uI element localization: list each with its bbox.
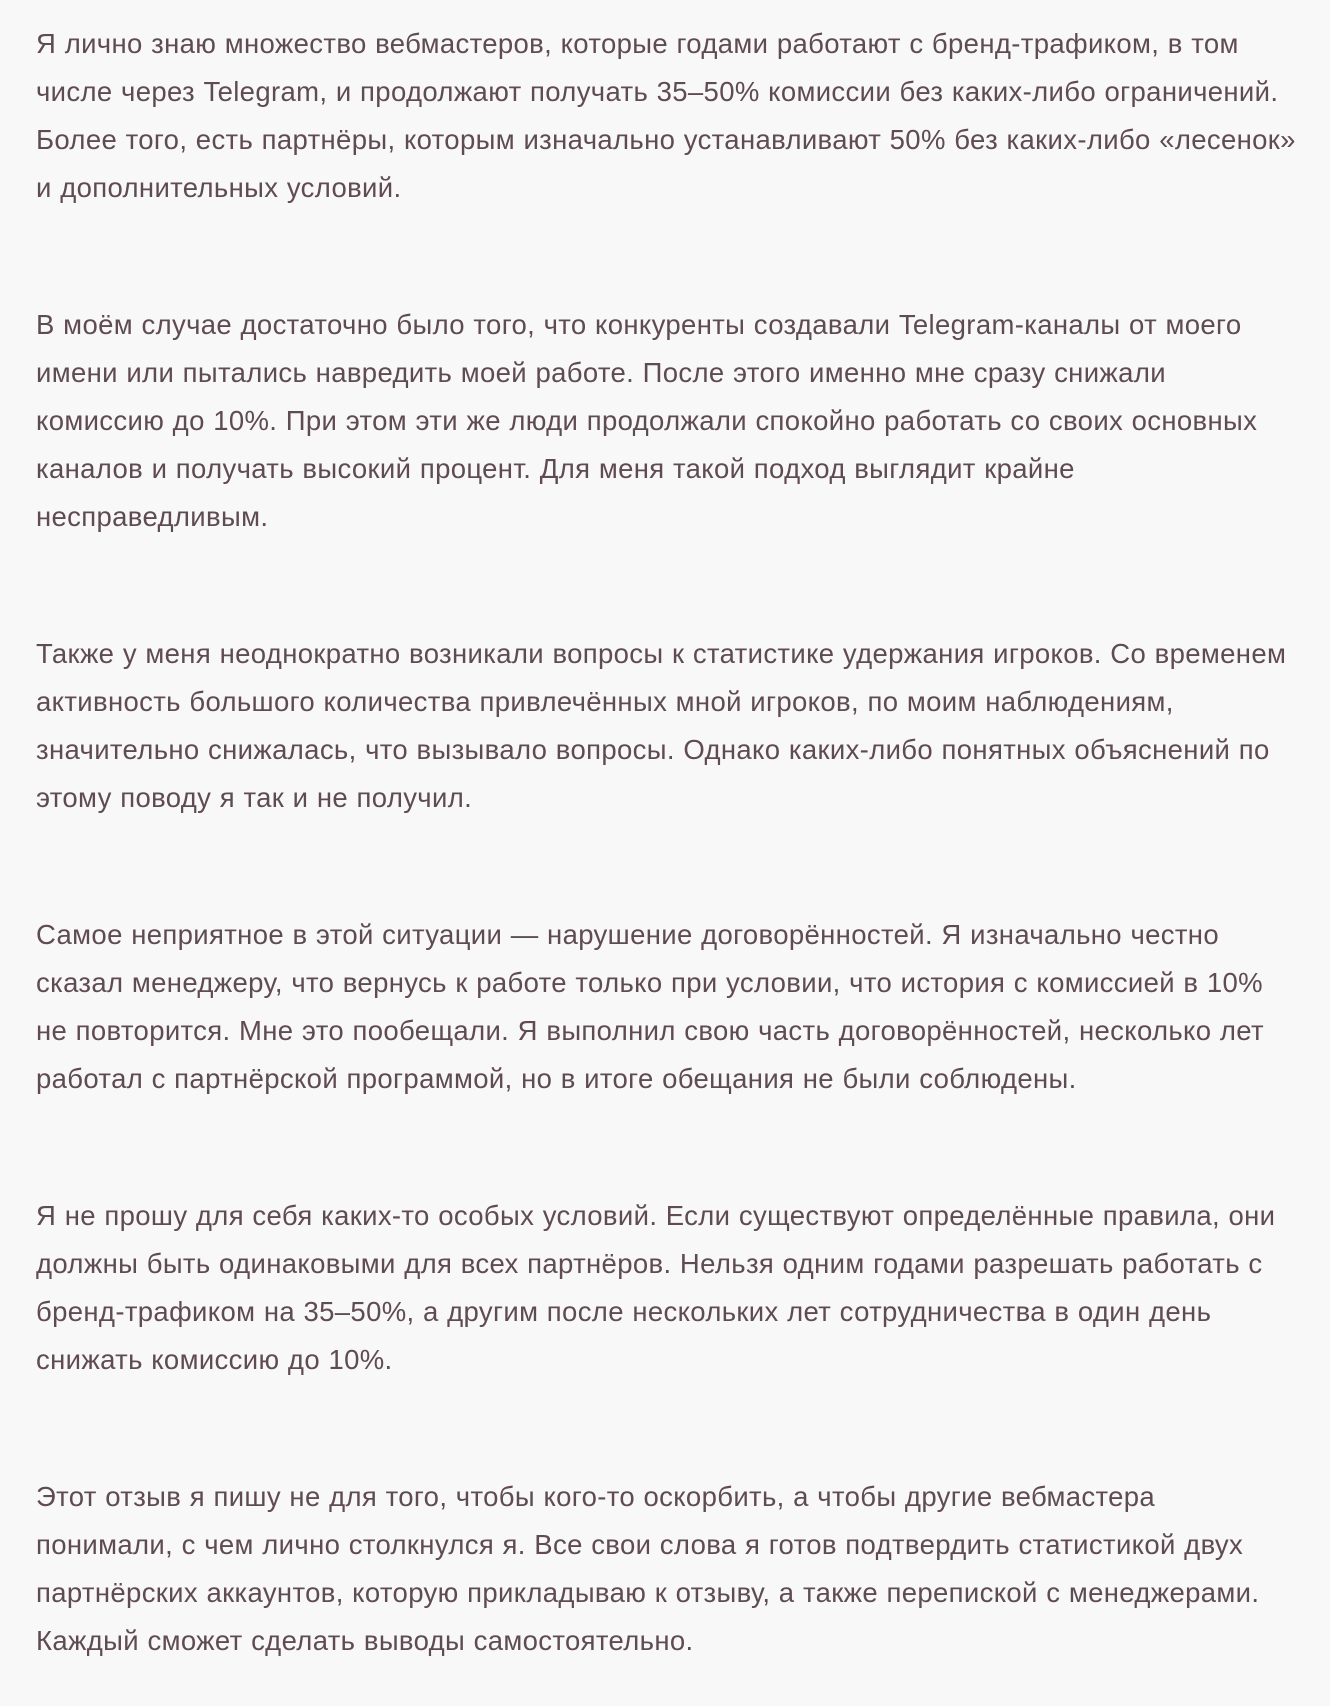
review-paragraph-1: Я лично знаю множество вебмастеров, которые годами работают с бренд-трафиком, в том числе через Telegram, и продолжают получать 35–50% комиссии без каких-либо ограничений. Более того, есть партнёры, которым изначально устанавливают 50% без каких-либо «лесенок» и дополнительных условий. [36, 28, 1296, 203]
review-paragraph-5: Я не прошу для себя каких-то особых условий. Если существуют определённые правила, они должны быть одинаковыми для всех партнёров. Нельзя одним годами разрешать работать с бренд-трафиком на 35–50%, а другим после нескольких лет сотрудничества в один день снижать комиссию до 10%. [36, 1200, 1276, 1375]
review-text [36, 20, 1296, 1665]
review-paragraph-4: Самое неприятное в этой ситуации — нарушение договорённостей. Я изначально честно сказал менеджеру, что вернусь к работе только при условии, что история с комиссией в 10% не повторится. Мне это пообещали. Я выполнил свою часть договорённостей, несколько лет работал с партнёрской программой, но в итоге обещания не были соблюдены. [36, 919, 1264, 1094]
review-paragraph-3: Также у меня неоднократно возникали вопросы к статистике удержания игроков. Со временем активность большого количества привлечённых мной игроков, по моим наблюдениям, значительно снижалась, что вызывало вопросы. Однако каких-либо понятных объяснений по этому поводу я так и не получил. [36, 638, 1287, 813]
review-paragraph-2: В моём случае достаточно было того, что конкуренты создавали Telegram-каналы от моего имени или пытались навредить моей работе. После этого именно мне сразу снижали комиссию до 10%. При этом эти же люди продолжали спокойно работать со своих основных каналов и получать высокий процент. Для меня такой подход выглядит крайне несправедливым. [36, 309, 1258, 532]
review-paragraph-6: Этот отзыв я пишу не для того, чтобы кого-то оскорбить, а чтобы другие вебмастера понимали, с чем лично столкнулся я. Все свои слова я готов подтвердить статистикой двух партнёрских аккаунтов, которую прикладываю к отзыву, а также перепиской с менеджерами. Каждый сможет сделать выводы самостоятельно. [36, 1481, 1260, 1656]
